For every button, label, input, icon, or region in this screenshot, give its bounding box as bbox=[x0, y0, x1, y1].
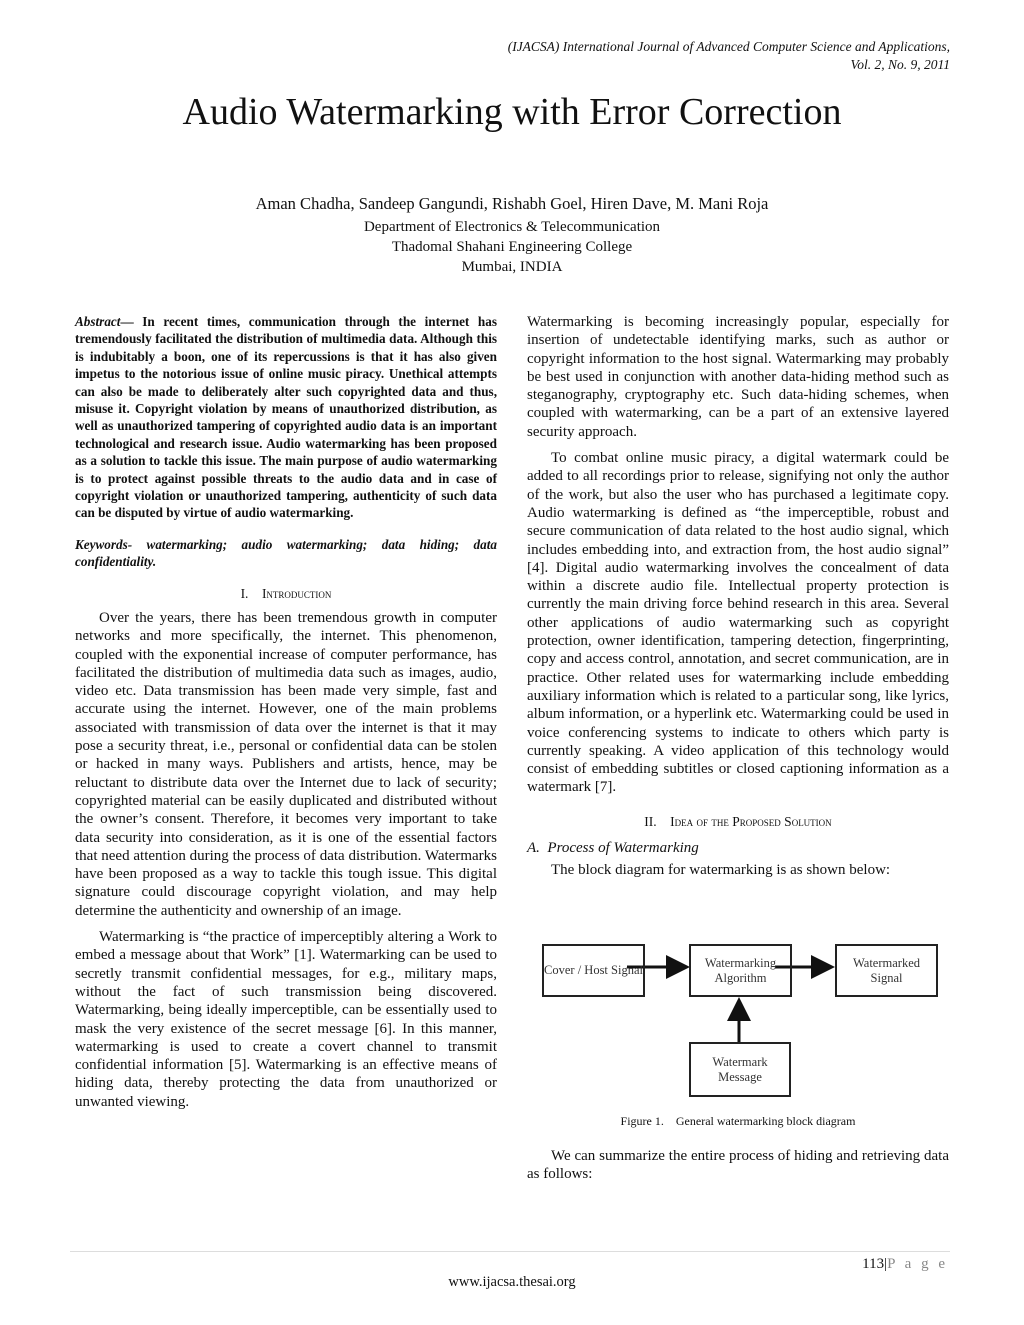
journal-volume: Vol. 2, No. 9, 2011 bbox=[850, 57, 950, 72]
figure-caption bbox=[527, 1114, 949, 1129]
location: Mumbai, INDIA bbox=[461, 259, 563, 275]
box-watermarked-signal: Watermarked Signal bbox=[835, 944, 938, 997]
page-number-value: 113 bbox=[862, 1256, 885, 1272]
summary-paragraph-wrap bbox=[527, 1147, 949, 1192]
paragraph: To combat online music piracy, a digital watermark could be added to all recordings prior to release, signifying not only the author of the work, but also the user who has purchased a legitimate copy. Audio watermarking is defined as “the imperceptible, robust and secure communication of data related to the host audio signal, which includes embedding into, and extraction from, the host audio signal” [4]. Digital audio watermarking involves the concealment of data within a discrete audio file. Intellectual property protection is currently the main driving force behind research in this area. Several other applications of audio watermarking such as copyright protection, owner identification, tampering detection, fingerprinting, copy and access control, annotation, and secret communication, are in practice. Other related uses for watermarking include embedding auxiliary information which is related to a particular song, like lyrics, album information, or a hyperlink etc. Watermarking could be used in voice conferencing systems to indicate to others which party is currently speaking. A video application of this technology would consist of embedding subtitles or closed captioning information as a watermark [7]. bbox=[527, 450, 949, 796]
subsection-heading bbox=[527, 839, 949, 857]
right-column bbox=[527, 313, 949, 888]
section-number: I. bbox=[240, 585, 249, 601]
abstract-label: Abstract bbox=[75, 314, 121, 329]
section-heading-2 bbox=[527, 813, 949, 831]
paragraph: Watermarking is becoming increasingly popular, especially for insertion of undetectable identifying marks, such as author or copyright information to the host signal. Watermarking may probably be best used in conjunction with another data-hiding method such as steganography, cryptography etc. Such data-hiding schemes, when coupled with watermarking, can be a part of an extensive layered security approach. bbox=[527, 314, 949, 440]
figure-label: Figure 1. bbox=[620, 1114, 664, 1128]
section-title: Introduction bbox=[261, 585, 332, 601]
department: Department of Electronics & Telecommunication bbox=[363, 219, 661, 235]
affiliation bbox=[0, 217, 1024, 277]
left-column bbox=[75, 313, 497, 1119]
abstract-text: In recent times, communication through the internet has tremendously facilitated the distribution of multimedia data. Although this is indubitably a boon, one of its repercussions is that it has also given impetus to the notorious issue of online music piracy. Unethical attempts can also be made to deliberately alter such copyrighted data and thus, misuse it. Copyright violation by means of unauthorized distribution, as well as unauthorized tampering of copyrighted audio data is an important technological and research issue. Audio watermarking has been proposed as a solution to tackle this issue. The main purpose of audio watermarking is to protect against possible threats to the audio data and in case of copyright violation or unauthorized tampering, authenticity of such data can be disputed by virtue of audio watermarking. bbox=[75, 314, 497, 521]
subsection-label: A. bbox=[527, 840, 540, 857]
section-heading-1 bbox=[75, 585, 497, 603]
abstract bbox=[75, 313, 497, 522]
section-number: II. bbox=[644, 813, 657, 829]
box-watermarking-algorithm: Watermarking Algorithm bbox=[689, 944, 792, 997]
college: Thadomal Shahani Engineering College bbox=[391, 239, 633, 255]
abstract-dash: — bbox=[120, 314, 143, 329]
paragraph: Watermarking is “the practice of imperceptibly altering a Work to embed a message about that Work” [1]. Watermarking can be used to secretly transmit confidential messages, for e.g., military maps, without the fact of such transmission being discovered. Watermarking, being ideally imperceptible, can be essentially used to mask the very existence of the secret message [6]. In this manner, watermarking is used to create a covert channel to transmit confidential information [5]. Watermarking is an effective means of hiding data, thereby protecting the data from unauthorized or unwanted viewing. bbox=[75, 929, 497, 1110]
watermarking-block-diagram bbox=[527, 932, 947, 1102]
footer-url[interactable]: www.ijacsa.thesai.org bbox=[448, 1274, 576, 1290]
running-header bbox=[508, 38, 950, 74]
diagram-intro: The block diagram for watermarking is as shown below: bbox=[551, 862, 891, 879]
box-cover-host-signal: Cover / Host Signal bbox=[542, 944, 645, 997]
paragraph: We can summarize the entire process of hiding and retrieving data as follows: bbox=[527, 1148, 949, 1183]
paper-title: Audio Watermarking with Error Correction bbox=[182, 91, 842, 133]
page-label: P a g e bbox=[887, 1256, 948, 1272]
box-watermark-message: Watermark Message bbox=[689, 1042, 791, 1097]
keywords: Keywords- watermarking; audio watermarking; data hiding; data confidentiality. bbox=[75, 536, 497, 570]
subsection-title: Process of Watermarking bbox=[547, 840, 699, 857]
authors: Aman Chadha, Sandeep Gangundi, Rishabh Goel, Hiren Dave, M. Mani Roja bbox=[255, 194, 769, 213]
figure-caption-text: General watermarking block diagram bbox=[675, 1114, 856, 1128]
journal-name: (IJACSA) International Journal of Advanced Computer Science and Applications, bbox=[507, 39, 950, 54]
section-title: Idea of the Proposed Solution bbox=[670, 813, 832, 829]
footer-divider bbox=[70, 1251, 950, 1252]
page-separator: | bbox=[884, 1256, 888, 1272]
paragraph: Over the years, there has been tremendous growth in computer networks and more specifically, the internet. This phenomenon, coupled with the exponential increase of computer performance, has facilitated the distribution of multimedia data such as images, audio, video etc. Data transmission has been made very simple, fast and accurate using the internet. However, one of the main problems associated with transmission of data over the internet is that it may pose a security threat, i.e., personal or confidential data can be stolen or hacked in many ways. Publishers and artists, hence, may be reluctant to distribute data over the Internet due to lack of security; copyrighted material can be easily duplicated and distributed without the owner’s consent. Therefore, it becomes very important to take data security into consideration, as it is one of the essential factors that need attention during the process of data distribution. Watermarks have been proposed as a way to tackle this tough issue. This digital signature could discourage copyright violation, and may help determine the authenticity and ownership of an image. bbox=[75, 609, 497, 919]
page-number bbox=[862, 1256, 948, 1273]
